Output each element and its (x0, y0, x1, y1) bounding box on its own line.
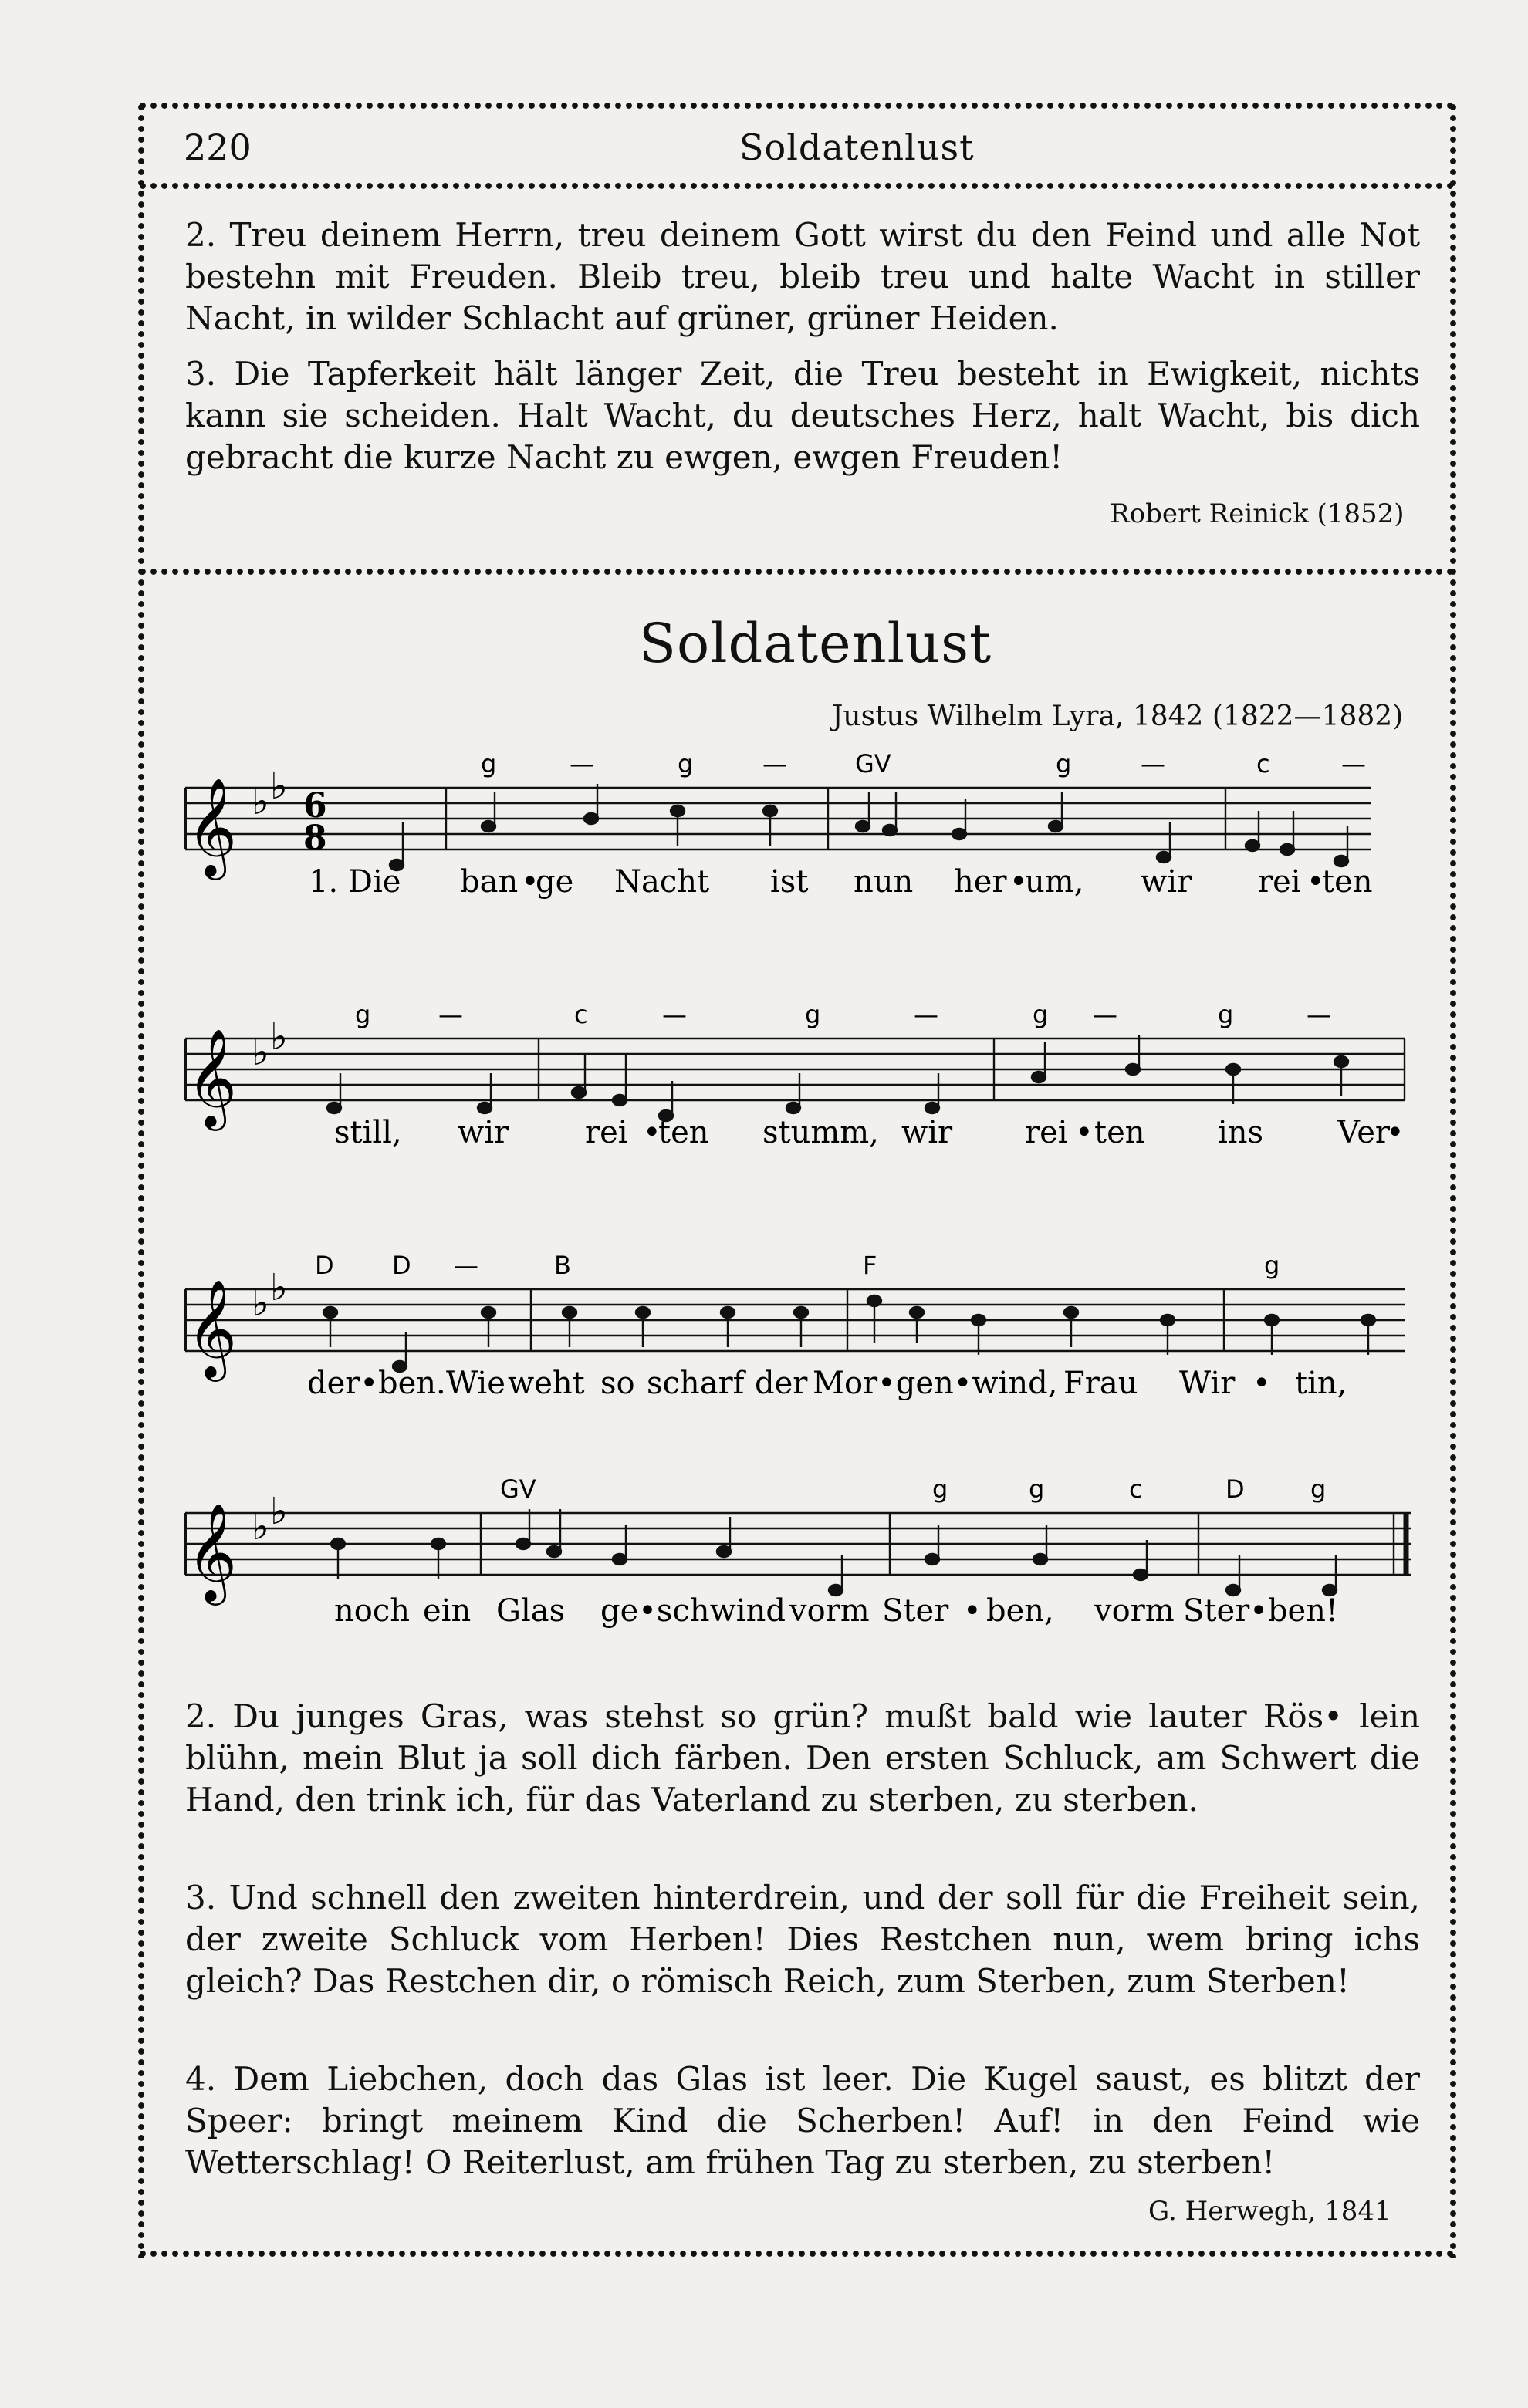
lyric-syllable: Ster•ben! (1183, 1593, 1338, 1629)
chord-symbol: — (1093, 1000, 1117, 1029)
lyric-syllable: 1. Die (309, 864, 401, 900)
lyric-syllable: wir (458, 1115, 509, 1150)
flat-icon: ♭ (270, 1015, 288, 1059)
note (613, 1095, 627, 1106)
treble-clef-icon: 𝄞 (187, 1028, 238, 1126)
lyric-syllable: der•ben. (307, 1366, 446, 1401)
chord-symbol: — (662, 1000, 687, 1029)
chord-symbol: — (914, 1000, 938, 1029)
flat-icon: ♭ (252, 1282, 269, 1325)
note (883, 825, 897, 836)
chord-symbol: g (932, 1474, 948, 1504)
lyric-row-3 (307, 1366, 1347, 1401)
chord-symbol: g (481, 749, 497, 778)
lyric-syllable: noch (334, 1593, 411, 1629)
chord-symbol: GV (500, 1474, 536, 1504)
lyric-syllable: rei (585, 1115, 628, 1150)
song-author: G. Herwegh, 1841 (1148, 2196, 1391, 2227)
lyric-syllable: tin, (1295, 1366, 1347, 1401)
lyric-syllable: Frau (1063, 1366, 1138, 1401)
chord-symbol: g (1218, 1000, 1234, 1029)
note (1134, 1569, 1148, 1580)
lyric-syllable: wir (901, 1115, 953, 1150)
treble-clef-icon: 𝄞 (187, 777, 238, 876)
lyric-syllable: ten (658, 1115, 709, 1150)
lyric-syllable: rei (1258, 864, 1301, 900)
lyric-syllable: Wie (446, 1366, 505, 1401)
chord-symbol: g (805, 1000, 821, 1029)
chord-symbol: c (1129, 1474, 1143, 1504)
chord-row-1 (481, 749, 1366, 778)
note (1032, 1072, 1046, 1082)
lyric-syllable: • (963, 1593, 982, 1629)
lyric-syllable: • (1252, 1366, 1271, 1401)
lyric-syllable: ein (423, 1593, 472, 1629)
lyric-syllable: still, (334, 1115, 402, 1150)
song-title: Soldatenlust (639, 612, 992, 675)
treble-clef-icon: 𝄞 (187, 1502, 238, 1601)
chord-symbol: g (678, 749, 694, 778)
lyric-syllable: rei (1025, 1115, 1068, 1150)
chord-symbol: — (570, 749, 594, 778)
lyric-syllable: ge•schwind (600, 1593, 786, 1629)
staff-system-3 (185, 1251, 1405, 1401)
lyric-syllable: wir (1141, 864, 1192, 900)
composer-credit: Justus Wilhelm Lyra, 1842 (1822—1882) (832, 701, 1404, 732)
lyric-syllable: ins (1218, 1115, 1264, 1150)
time-signature-top: 6 (303, 786, 327, 826)
lyric-syllable: ben, (986, 1593, 1054, 1629)
note (925, 1103, 939, 1113)
note (786, 1103, 800, 1113)
flat-icon: ♭ (252, 1031, 269, 1074)
lyric-syllable: so (600, 1366, 635, 1401)
note (952, 829, 966, 839)
lyric-syllable: Ster (882, 1593, 949, 1629)
flat-icon: ♭ (252, 780, 269, 823)
chord-symbol: g (1029, 1474, 1045, 1504)
lyric-syllable: • (521, 864, 539, 900)
book-page (137, 99, 1457, 2259)
song-verse-4: 4. Dem Liebchen, doch das Glas ist leer. Die Kugel saust, es blitzt der Speer: bringt meinem Kind die Scherben! Auf! in den Feind wie Wetterschlag! O Reiterlust, am frühen Tag zu sterben, zu sterben! (185, 2060, 1420, 2181)
note (856, 821, 870, 832)
lyric-row-1 (309, 864, 1373, 900)
lyric-syllable: ten (1094, 1115, 1145, 1150)
flat-icon: ♭ (270, 1490, 288, 1533)
note (1049, 821, 1063, 832)
lyric-syllable: Glas (496, 1593, 566, 1629)
note (482, 821, 495, 832)
chord-symbol: g (1056, 749, 1072, 778)
staff-system-2 (185, 1000, 1405, 1150)
chord-row-2 (355, 1000, 1331, 1029)
lyric-syllable: her (954, 864, 1007, 900)
lyric-syllable: nun (854, 864, 914, 900)
note (584, 813, 598, 824)
note (516, 1538, 530, 1549)
note (1033, 1554, 1047, 1565)
previous-verse-3: 3. Die Tapferkeit hält länger Zeit, die Treu besteht in Ewigkeit, nichts kann sie scheiden. Halt Wacht, du deutsches Herz, halt Wacht, bis dich gebracht die kurze Nacht zu ewgen, ewgen Freuden! (185, 355, 1420, 476)
lyric-syllable: vorm (789, 1593, 870, 1629)
note (327, 1103, 341, 1113)
staff-system-1 (185, 749, 1373, 900)
chord-symbol: c (574, 1000, 588, 1029)
lyric-syllable: Mor•gen•wind, (813, 1366, 1058, 1401)
lyric-syllable: vorm (1094, 1593, 1175, 1629)
lyric-syllable: ist (770, 864, 809, 900)
chord-row-4 (500, 1474, 1326, 1504)
chord-symbol: c (1256, 749, 1270, 778)
chord-symbol: g (1264, 1251, 1280, 1280)
page-number: 220 (184, 127, 252, 168)
chord-symbol: F (863, 1251, 877, 1280)
note (547, 1546, 561, 1557)
flat-icon: ♭ (252, 1505, 269, 1548)
treble-clef-icon: 𝄞 (187, 1278, 238, 1377)
chord-symbol: — (1341, 749, 1366, 778)
note (1280, 844, 1294, 855)
chord-symbol: GV (855, 749, 891, 778)
song-verse-3: 3. Und schnell den zweiten hinterdrein, und der soll für die Freiheit sein, der zweite Schluck vom Herben! Dies Restchen nun, wem bring ichs gleich? Das Restchen dir, o römisch Reich, zum Sterben, zum Sterben! (185, 1879, 1420, 2000)
lyric-syllable: ten (1322, 864, 1373, 900)
time-signature-bottom: 8 (303, 819, 327, 858)
chord-symbol: — (762, 749, 787, 778)
staff-system-4 (185, 1474, 1411, 1629)
chord-symbol: — (1307, 1000, 1331, 1029)
chord-symbol: — (454, 1251, 478, 1280)
note (572, 1087, 586, 1098)
note (1246, 840, 1259, 851)
chord-symbol: g (1310, 1474, 1327, 1504)
lyric-syllable: ban (460, 864, 519, 900)
lyric-syllable: der (755, 1366, 808, 1401)
lyric-syllable: scharf (647, 1366, 745, 1401)
note (1126, 1064, 1140, 1075)
chord-symbol: D (1225, 1474, 1245, 1504)
chord-symbol: D (315, 1251, 334, 1280)
chord-symbol: g (355, 1000, 371, 1029)
lyric-syllable: • (1386, 1115, 1405, 1150)
music-score (137, 99, 1457, 1796)
lyric-syllable: Wir (1179, 1366, 1236, 1401)
flat-icon: ♭ (270, 765, 288, 808)
flat-icon: ♭ (270, 1266, 288, 1309)
chord-symbol: B (554, 1251, 571, 1280)
previous-verse-2: 2. Treu deinem Herrn, treu deinem Gott wirst du den Feind und alle Not bestehn mit Freuden. Bleib treu, bleib treu und halte Wacht in stiller Nacht, in wilder Schlacht auf grüner, grüner Heiden. (185, 216, 1420, 337)
lyric-row-2 (334, 1115, 1405, 1150)
song-verse-2: 2. Du junges Gras, was stehst so grün? mußt bald wie lauter Rös• lein blühn, mein Blut ja soll dich färben. Den ersten Schluck, am Schwert die Hand, den trink ich, für das Vaterland zu sterben, zu sterben. (185, 1697, 1420, 1819)
lyric-syllable: stumm, (762, 1115, 879, 1150)
lyric-syllable: • (1009, 864, 1028, 900)
lyric-syllable: • (1075, 1115, 1094, 1150)
note (478, 1103, 492, 1113)
previous-author: Robert Reinick (1852) (1110, 498, 1405, 529)
running-title: Soldatenlust (739, 127, 975, 168)
lyric-syllable: Nacht (614, 864, 710, 900)
lyric-syllable: um, (1025, 864, 1084, 900)
lyric-syllable: weht (508, 1366, 585, 1401)
note (925, 1554, 939, 1565)
lyric-syllable: • (643, 1115, 661, 1150)
chord-row-3 (315, 1251, 1280, 1280)
lyric-syllable: Ver (1337, 1115, 1391, 1150)
note (717, 1546, 731, 1557)
chord-symbol: — (1141, 749, 1165, 778)
lyric-row-4 (334, 1593, 1338, 1629)
chord-symbol: g (1033, 1000, 1049, 1029)
lyric-syllable: ge (536, 864, 574, 900)
lyric-syllable: • (1307, 864, 1325, 900)
chord-symbol: — (438, 1000, 463, 1029)
chord-symbol: D (392, 1251, 411, 1280)
note (613, 1554, 627, 1565)
note (1157, 852, 1171, 863)
frame-bottom (137, 2250, 1457, 2258)
